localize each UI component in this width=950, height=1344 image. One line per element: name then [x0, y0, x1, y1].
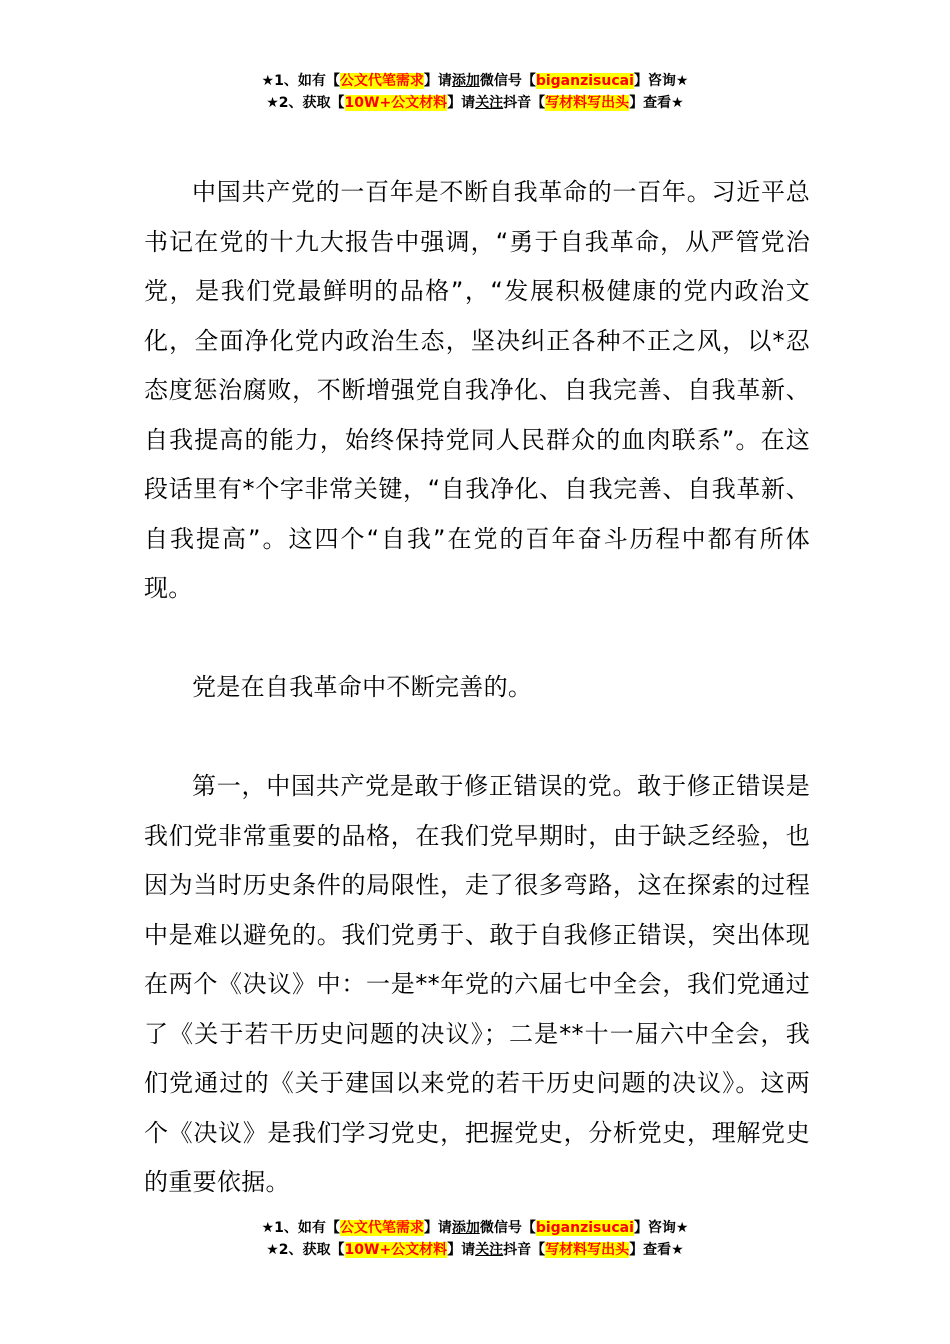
banner-text: 抖音【 [503, 95, 546, 111]
banner-text: 】请 [423, 73, 452, 89]
highlight-materials: 10W+公文材料 [344, 95, 448, 111]
banner-text: 微信号【 [479, 73, 536, 89]
paragraph-spacer [144, 614, 810, 664]
banner-text: 微信号【 [479, 1220, 536, 1236]
footer-banner [0, 1217, 950, 1261]
banner-text: 】咨询★ [633, 73, 689, 89]
highlight-materials: 10W+公文材料 [344, 1242, 448, 1258]
header-banner [0, 70, 950, 114]
paragraph-spacer [144, 713, 810, 763]
banner-line-1 [0, 70, 950, 92]
highlight-douyin-account: 写材料写出头 [545, 1242, 630, 1258]
banner-text: 抖音【 [503, 1242, 546, 1258]
banner-text: 】咨询★ [633, 1220, 689, 1236]
paragraph-first-point: 第一，中国共产党是敢于修正错误的党。敢于修正错误是我们党非常重要的品格，在我们党早期时，由于缺乏经验，也因为当时历史条件的局限性，走了很多弯路，这在探索的过程中是难以避免的。我们党勇于、敢于自我修正错误，突出体现在两个《决议》中：一是**年党的六届七中全会，我们党通过了《关于若干历史问题的决议》；二是**十一届六中全会，我们党通过的《关于建国以来党的若干历史问题的决议》。这两个《决议》是我们学习党史，把握党史，分析党史，理解党史的重要依据。 [144, 772, 810, 1196]
banner-underlined-text: 关注 [475, 95, 504, 111]
paragraph-intro: 中国共产党的一百年是不断自我革命的一百年。习近平总书记在党的十九大报告中强调，“勇于自我革命，从严管党治党，是我们党最鲜明的品格”，“发展积极健康的党内政治文化，全面净化党内政治生态，坚决纠正各种不正之风，以*忍态度惩治腐败，不断增强党自我净化、自我完善、自我革新、自我提高的能力，始终保持党同人民群众的血肉联系”。在这段话里有*个字非常关键，“自我净化、自我完善、自我革新、自我提高”。这四个“自我”在党的百年奋斗历程中都有所体现。 [144, 178, 811, 602]
banner-text: 】请 [447, 1242, 476, 1258]
paragraph-heading: 党是在自我革命中不断完善的。 [192, 673, 533, 701]
banner-text: 】请 [447, 95, 476, 111]
banner-underlined-text: 添加 [451, 1220, 480, 1236]
banner-text: 】查看★ [629, 1242, 684, 1258]
banner-line-1 [0, 1217, 950, 1239]
banner-line-2 [0, 1239, 950, 1261]
highlight-douyin-account: 写材料写出头 [545, 95, 630, 111]
banner-text: ★1、如有【 [261, 1220, 340, 1236]
banner-text: 】请 [423, 1220, 452, 1236]
banner-text: ★2、获取【 [266, 95, 345, 111]
banner-text: ★2、获取【 [266, 1242, 345, 1258]
banner-text: ★1、如有【 [261, 73, 340, 89]
banner-text: 】查看★ [629, 95, 684, 111]
highlight-wechat-id: biganzisucai [535, 73, 634, 89]
highlight-writing-service: 公文代笔需求 [339, 73, 424, 89]
highlight-wechat-id: biganzisucai [535, 1220, 634, 1236]
banner-underlined-text: 添加 [451, 73, 480, 89]
document-body [144, 168, 810, 1208]
highlight-writing-service: 公文代笔需求 [339, 1220, 424, 1236]
banner-underlined-text: 关注 [475, 1242, 504, 1258]
banner-line-2 [0, 92, 950, 114]
